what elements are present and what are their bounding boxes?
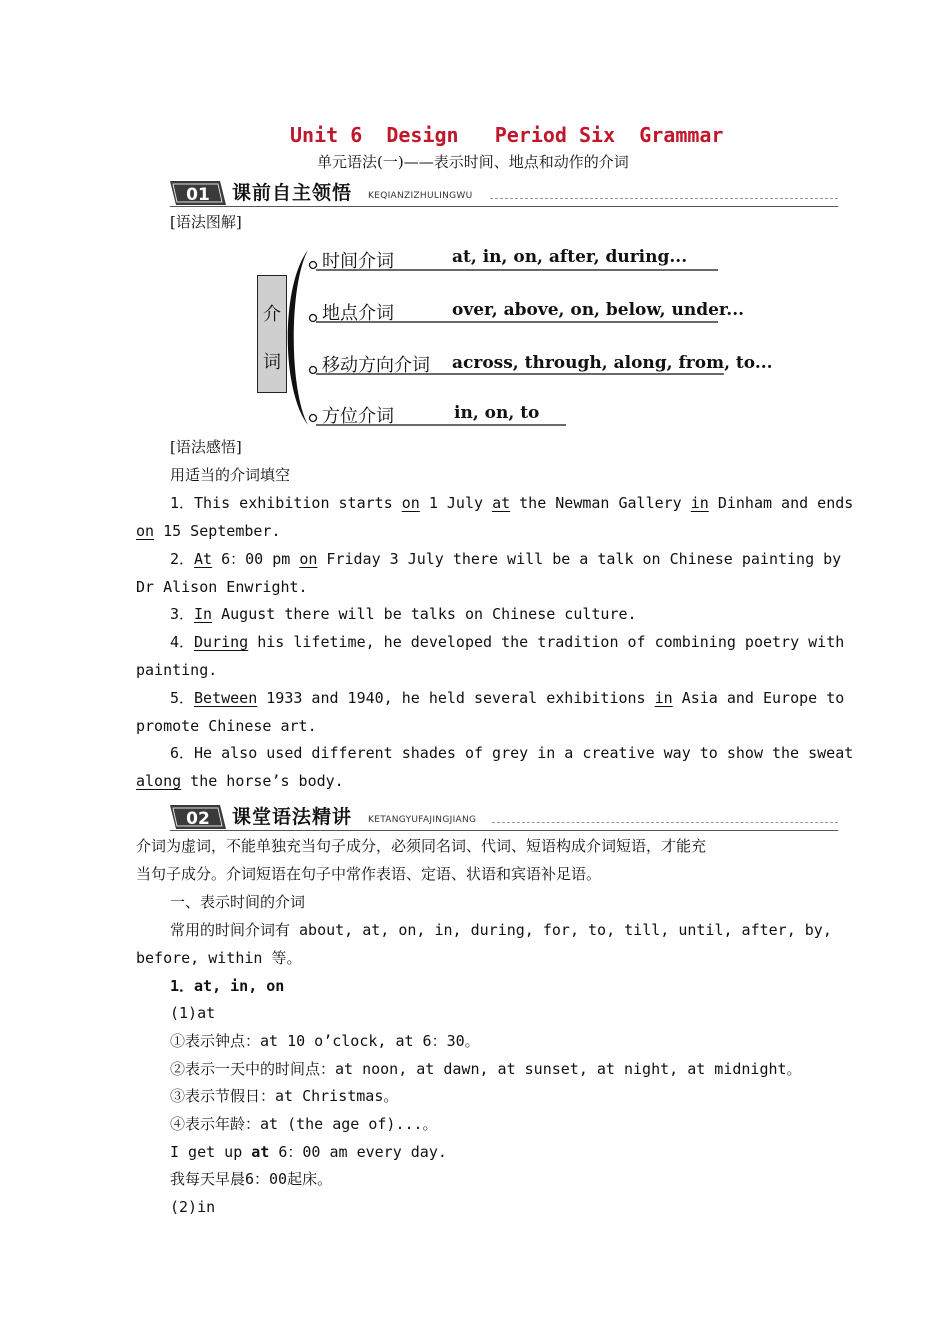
practice-answer: on (299, 550, 318, 568)
practice-text: the Newman Gallery (510, 494, 691, 512)
practice-item-line (170, 545, 842, 573)
practice-text: Friday 3 July there will be a talk on Chinese painting by (317, 550, 842, 568)
banner-underline (170, 830, 838, 831)
example-text: I get up (170, 1143, 252, 1161)
practice-answer: along (136, 772, 182, 790)
section-banner-1 (170, 179, 838, 207)
usage-item: ②表示一天中的时间点：at noon, at dawn, at sunset, at night, at midnight。 (170, 1060, 802, 1078)
example-keyword: at (251, 1143, 270, 1161)
intro-line: 介词为虚词，不能单独充当句子成分，必须同名词、代词、短语构成介词短语，才能充 (136, 837, 707, 855)
dashed-rule (490, 198, 838, 199)
practice-text: 1 July (419, 494, 493, 512)
practice-item-line (136, 712, 317, 740)
example-translation: 我每天早晨6：00起床。 (170, 1170, 333, 1188)
practice-item-line (136, 767, 344, 795)
practice-answer: on (401, 494, 420, 512)
practice-text: 3． (170, 605, 195, 623)
diagram-root-box (257, 275, 287, 393)
practice-item-line (170, 600, 637, 628)
diagram-heading: [语法图解] (170, 213, 242, 231)
section-banner-2 (170, 803, 838, 831)
practice-text: 4． (170, 633, 195, 651)
diagram-branch-examples: in, on, to (454, 403, 540, 423)
practice-text: his lifetime, he developed the tradition of combining poetry with (248, 633, 845, 651)
page-title: Unit 6 Design Period Six Grammar (290, 123, 724, 147)
diagram-root-char: 词 (263, 352, 281, 373)
practice-text: August there will be talks on Chinese culture. (212, 605, 637, 623)
diagram-branch-examples: over, above, on, below, under... (452, 300, 745, 320)
practice-text: 6．He also used different shades of grey in a creative way to show the sweat (170, 744, 854, 762)
practice-item-line (170, 628, 845, 656)
intro-line: 当句子成分。介词短语在句子中常作表语、定语、状语和宾语补足语。 (136, 865, 602, 883)
sub-heading: (1)at (170, 1004, 216, 1022)
practice-text: Dr Alison Enwright. (136, 578, 308, 596)
practice-answer: in (654, 689, 673, 707)
section-badge-number: 01 (186, 185, 210, 205)
section-heading: 一、表示时间的介词 (170, 893, 306, 911)
section-pinyin: KETANGYUFAJINGJIANG (368, 815, 477, 825)
section-badge-icon (170, 179, 226, 207)
page-subtitle: 单元语法(一)——表示时间、地点和动作的介词 (317, 153, 629, 171)
preposition-diagram (256, 240, 773, 435)
dashed-rule (492, 822, 838, 823)
section-badge-number: 02 (186, 809, 210, 829)
section-title: 课堂语法精讲 (232, 806, 353, 828)
practice-text: painting. (136, 661, 218, 679)
practice-text: the horse’s body. (181, 772, 344, 790)
practice-answer: During (194, 633, 249, 651)
common-prepositions: 常用的时间介词有 about, at, on, in, during, for, to, till, until, after, by, (170, 921, 832, 939)
practice-text: Dinham and ends (708, 494, 854, 512)
section-pinyin: KEQIANZIZHULINGWU (368, 191, 473, 201)
practice-answer: in (690, 494, 709, 512)
section-title: 课前自主领悟 (232, 182, 353, 204)
practice-heading: [语法感悟] (170, 438, 242, 456)
practice-instruction: 用适当的介词填空 (170, 466, 291, 484)
practice-answer: At (194, 550, 213, 568)
practice-text: 2． (170, 550, 195, 568)
example-sentence (170, 1138, 447, 1166)
practice-text: 5． (170, 689, 195, 707)
practice-text: 1．This exhibition starts (170, 494, 402, 512)
diagram-branch-label: 时间介词 (322, 251, 394, 272)
practice-text: 15 September. (154, 522, 281, 540)
practice-answer: on (136, 522, 155, 540)
practice-answer: In (194, 605, 213, 623)
diagram-branch-label: 移动方向介词 (322, 355, 430, 376)
practice-item-line (170, 739, 854, 767)
example-text: 6：00 am every day. (269, 1143, 447, 1161)
practice-item-line (136, 517, 281, 545)
practice-answer: Between (194, 689, 258, 707)
practice-item-line (170, 684, 845, 712)
practice-text: Asia and Europe to (672, 689, 845, 707)
practice-item-line (136, 656, 217, 684)
diagram-branch-label: 方位介词 (322, 406, 394, 427)
section-badge-icon (170, 803, 226, 831)
diagram-root-char: 介 (263, 304, 281, 325)
practice-text: promote Chinese art. (136, 717, 317, 735)
common-prepositions: before, within 等。 (136, 949, 302, 967)
practice-answer: at (492, 494, 511, 512)
usage-item: ③表示节假日：at Christmas。 (170, 1087, 399, 1105)
banner-underline (170, 206, 838, 207)
practice-item-line (170, 489, 854, 517)
sub-heading: (2)in (170, 1198, 216, 1216)
diagram-branch-label: 地点介词 (322, 303, 394, 324)
point-heading: 1．at, in, on (170, 977, 285, 995)
usage-item: ①表示钟点：at 10 o’clock, at 6：30。 (170, 1032, 480, 1050)
practice-text: 1933 and 1940, he held several exhibitions (257, 689, 655, 707)
usage-item: ④表示年龄：at (the age of)...。 (170, 1115, 438, 1133)
diagram-branch-examples: at, in, on, after, during... (452, 247, 688, 267)
practice-text: 6：00 pm (212, 550, 300, 568)
diagram-branch-examples: across, through, along, from, to... (452, 353, 773, 373)
practice-item-line (136, 573, 308, 601)
